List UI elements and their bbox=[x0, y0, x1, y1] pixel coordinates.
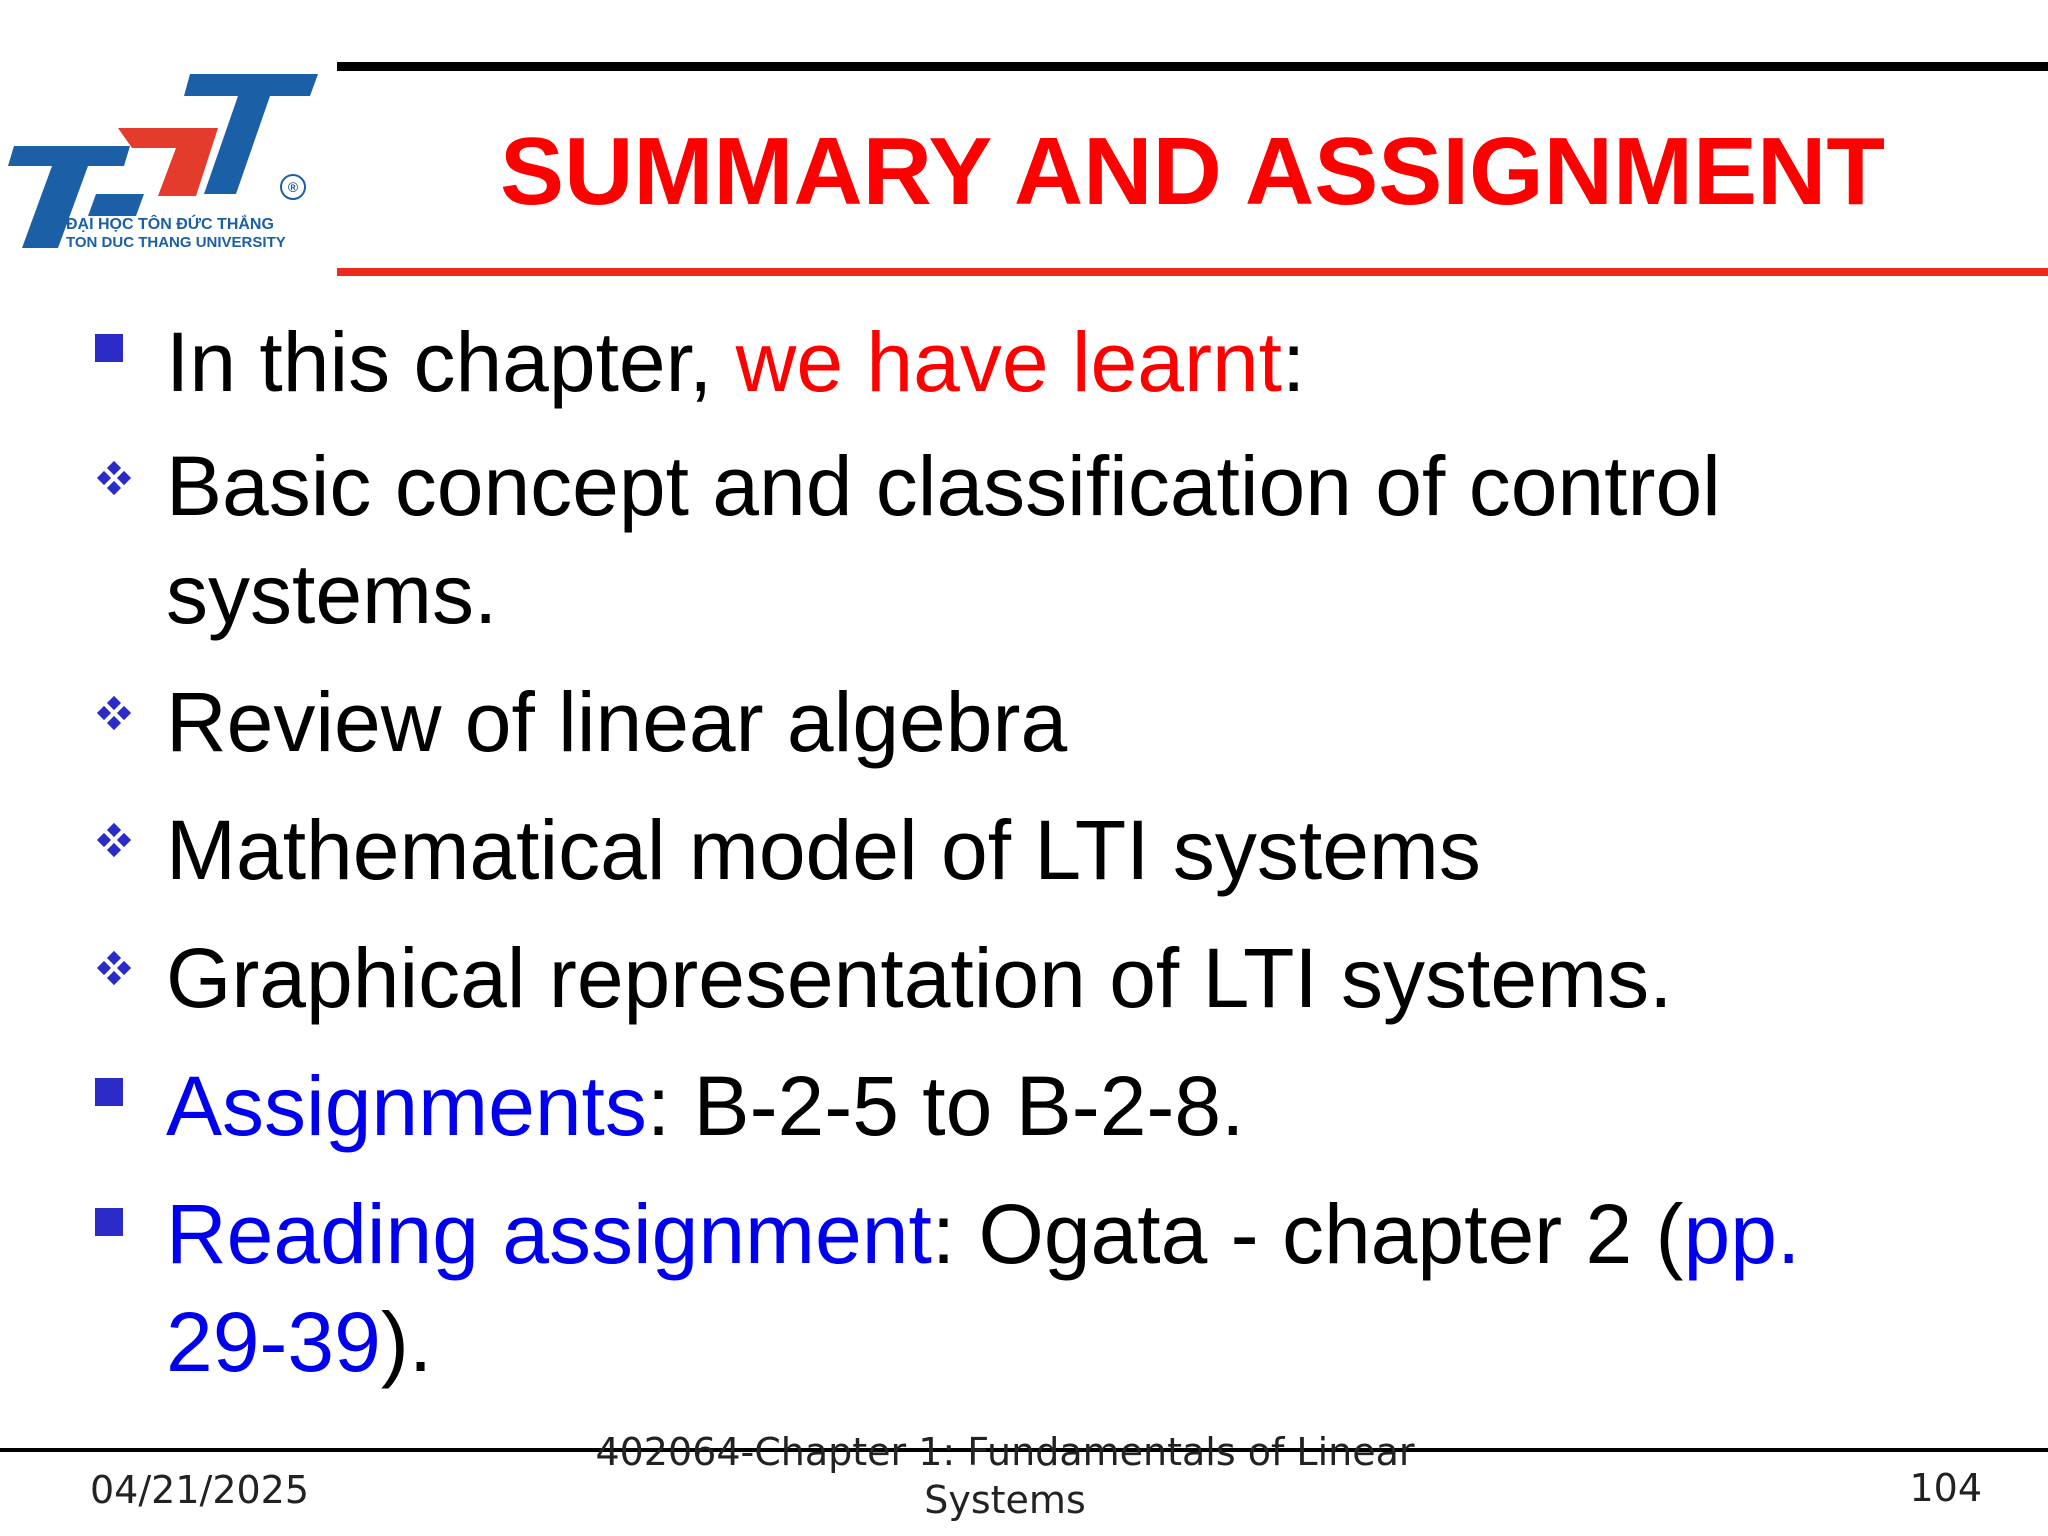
list-item: Review of linear algebra bbox=[166, 675, 1068, 769]
page-number: 104 bbox=[1909, 1466, 1982, 1510]
intro-suffix: : bbox=[1282, 315, 1306, 409]
title-top-rule bbox=[337, 62, 2048, 71]
footer-course-title bbox=[580, 1428, 1430, 1524]
footer-course-line: 402064-Chapter 1: Fundamentals of Linear bbox=[595, 1430, 1415, 1474]
reading-label: Reading assignment bbox=[166, 1187, 932, 1281]
registered-mark: ® bbox=[280, 174, 306, 200]
logo-line-vn: ĐẠI HỌC TÔN ĐỨC THẮNG bbox=[66, 216, 274, 233]
intro-item bbox=[166, 308, 1966, 416]
diamond-bullet-icon bbox=[94, 695, 134, 735]
reading-line bbox=[166, 1180, 1966, 1288]
assignments-item bbox=[166, 1052, 1966, 1160]
intro-prefix: In this chapter, bbox=[166, 315, 736, 409]
square-bullet-icon bbox=[95, 1078, 123, 1106]
logo-line-en: TON DUC THANG UNIVERSITY bbox=[66, 234, 286, 251]
footer-course-line: Systems bbox=[924, 1478, 1086, 1522]
reading-item bbox=[166, 1180, 1966, 1396]
footer-date: 04/21/2025 bbox=[90, 1468, 310, 1512]
reading-text: : Ogata - chapter 2 ( bbox=[931, 1187, 1684, 1281]
diamond-bullet-icon bbox=[94, 950, 134, 990]
reading-pages: pp. bbox=[1683, 1187, 1801, 1281]
diamond-bullet-icon bbox=[94, 822, 134, 862]
assignments-text: : B-2-5 to B-2-8. bbox=[646, 1059, 1245, 1153]
diamond-bullet-icon bbox=[94, 460, 134, 500]
page-title: SUMMARY AND ASSIGNMENT bbox=[500, 118, 1885, 225]
reading-end: ). bbox=[380, 1295, 433, 1389]
list-item-line: systems. bbox=[166, 547, 498, 641]
title-bottom-rule bbox=[337, 268, 2048, 276]
list-item-line: Basic concept and classification of control bbox=[166, 439, 1721, 533]
reading-line bbox=[166, 1288, 1966, 1396]
square-bullet-icon bbox=[95, 334, 123, 362]
list-item bbox=[166, 432, 1966, 648]
square-bullet-icon bbox=[95, 1208, 123, 1236]
reading-pages: 29-39 bbox=[166, 1295, 381, 1389]
assignments-label: Assignments bbox=[166, 1059, 647, 1153]
list-item: Mathematical model of LTI systems bbox=[166, 803, 1481, 897]
university-logo bbox=[0, 66, 320, 256]
intro-highlight: we have learnt bbox=[735, 315, 1282, 409]
list-item: Graphical representation of LTI systems. bbox=[166, 931, 1673, 1025]
